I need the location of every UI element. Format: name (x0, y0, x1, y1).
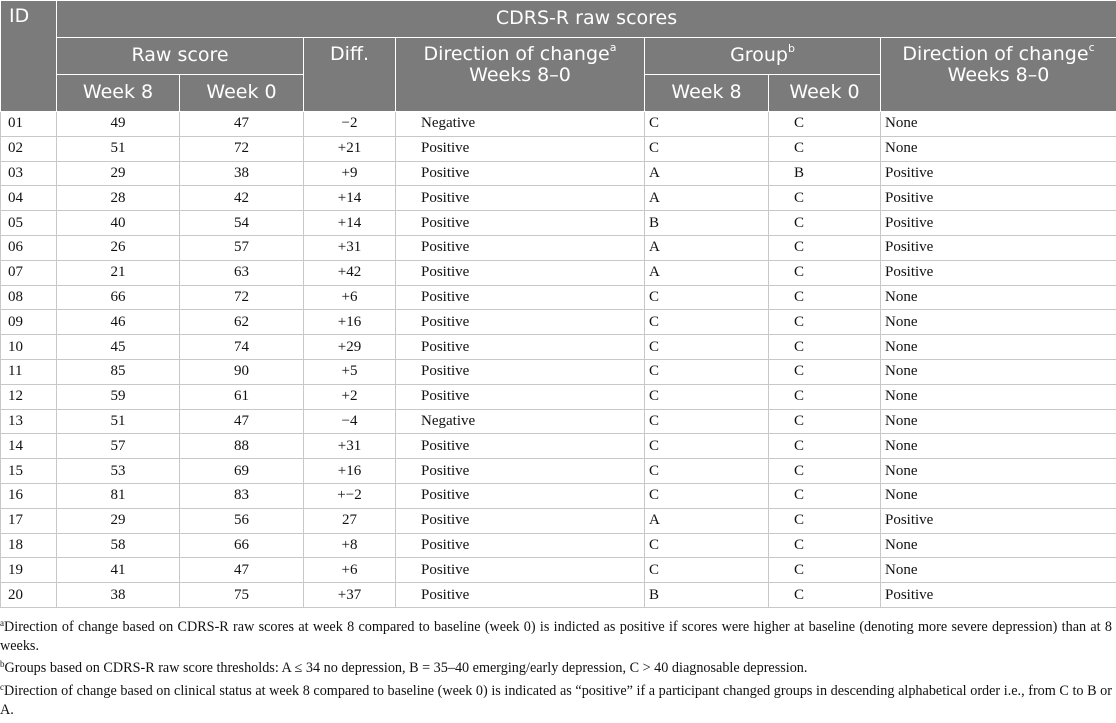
cell-direction-of-change: Positive (396, 459, 645, 484)
cell-raw-week8: 59 (57, 384, 180, 409)
cell-status-change: None (881, 112, 1116, 137)
cell-id: 15 (1, 459, 57, 484)
cell-group-week0: B (769, 161, 881, 186)
table-row (1, 483, 1116, 508)
footnote-marker: a (0, 618, 4, 628)
cell-diff: +21 (304, 136, 396, 161)
table-row (1, 211, 1116, 236)
cell-group-week8: C (645, 112, 769, 137)
cell-status-change: None (881, 409, 1116, 434)
cell-group-week0: C (769, 186, 881, 211)
cell-direction-of-change: Positive (396, 508, 645, 533)
footnote (0, 618, 1112, 656)
footnote-mark-c: c (1089, 41, 1095, 54)
cell-group-week0: C (769, 260, 881, 285)
header-raw-week0: Week 0 (180, 75, 304, 112)
cell-raw-week8: 21 (57, 260, 180, 285)
cell-diff: −2 (304, 112, 396, 137)
header-group-label: Group (730, 44, 788, 66)
cell-direction-of-change: Positive (396, 211, 645, 236)
cell-raw-week0: 66 (180, 533, 304, 558)
cell-group-week0: C (769, 434, 881, 459)
cell-id: 09 (1, 310, 57, 335)
footnote-marker: c (0, 682, 4, 692)
cell-status-change: None (881, 483, 1116, 508)
cell-group-week0: C (769, 384, 881, 409)
cell-group-week0: C (769, 533, 881, 558)
cell-status-change: None (881, 136, 1116, 161)
cell-id: 13 (1, 409, 57, 434)
cell-direction-of-change: Positive (396, 260, 645, 285)
cell-diff: +31 (304, 434, 396, 459)
cell-raw-week8: 41 (57, 558, 180, 583)
cell-group-week8: A (645, 186, 769, 211)
table-row (1, 112, 1116, 137)
cell-raw-week0: 63 (180, 260, 304, 285)
cell-raw-week8: 28 (57, 186, 180, 211)
cell-group-week0: C (769, 310, 881, 335)
cell-direction-of-change: Positive (396, 136, 645, 161)
cell-id: 17 (1, 508, 57, 533)
cell-raw-week0: 42 (180, 186, 304, 211)
cell-raw-week8: 29 (57, 508, 180, 533)
footnote-text: Direction of change based on CDRS-R raw scores at week 8 compared to baseline (week 0) is indicted as positive if scores were higher at baseline (denoting more severe depression) than at 8 weeks. (0, 619, 1112, 654)
cell-raw-week8: 51 (57, 409, 180, 434)
cell-status-change: None (881, 459, 1116, 484)
cell-status-change: None (881, 384, 1116, 409)
footnote-text: Direction of change based on clinical status at week 8 compared to baseline (week 0) is indicated as “positive” if a participant changed groups in descending alphabetical order i.e., from C to B or A. (0, 683, 1112, 718)
cell-diff: +6 (304, 558, 396, 583)
cell-raw-week8: 45 (57, 335, 180, 360)
cell-direction-of-change: Positive (396, 583, 645, 608)
header-direction-of-change-c (881, 38, 1116, 112)
cell-raw-week0: 47 (180, 558, 304, 583)
cell-status-change: Positive (881, 583, 1116, 608)
cell-raw-week8: 85 (57, 359, 180, 384)
cell-group-week0: C (769, 136, 881, 161)
cell-raw-week0: 75 (180, 583, 304, 608)
table-header (1, 1, 1116, 112)
cell-raw-week8: 46 (57, 310, 180, 335)
table-row (1, 136, 1116, 161)
cell-raw-week0: 72 (180, 285, 304, 310)
cell-raw-week8: 49 (57, 112, 180, 137)
cell-direction-of-change: Positive (396, 483, 645, 508)
cell-group-week8: C (645, 310, 769, 335)
cell-raw-week8: 51 (57, 136, 180, 161)
cell-diff: +−2 (304, 483, 396, 508)
cell-diff: 27 (304, 508, 396, 533)
cell-group-week8: C (645, 558, 769, 583)
cell-group-week8: C (645, 459, 769, 484)
cell-group-week8: A (645, 508, 769, 533)
cell-raw-week0: 47 (180, 112, 304, 137)
cell-diff: +8 (304, 533, 396, 558)
cell-group-week8: A (645, 235, 769, 260)
cell-id: 03 (1, 161, 57, 186)
cell-raw-week0: 57 (180, 235, 304, 260)
cell-direction-of-change: Positive (396, 161, 645, 186)
cell-group-week0: C (769, 359, 881, 384)
cell-diff: +9 (304, 161, 396, 186)
table-body (1, 112, 1116, 608)
cell-id: 04 (1, 186, 57, 211)
cell-group-week8: C (645, 434, 769, 459)
cell-diff: +37 (304, 583, 396, 608)
header-direction-of-change-a (396, 38, 645, 112)
cell-id: 10 (1, 335, 57, 360)
cell-raw-week0: 54 (180, 211, 304, 236)
table-row (1, 434, 1116, 459)
cell-id: 05 (1, 211, 57, 236)
cell-status-change: None (881, 558, 1116, 583)
cell-id: 02 (1, 136, 57, 161)
table-row (1, 384, 1116, 409)
table-row (1, 235, 1116, 260)
cell-raw-week0: 83 (180, 483, 304, 508)
cell-group-week0: C (769, 235, 881, 260)
cell-diff: +2 (304, 384, 396, 409)
header-direction-a-line2: Weeks 8–0 (469, 64, 571, 86)
cell-direction-of-change: Positive (396, 558, 645, 583)
header-group-week0: Week 0 (769, 75, 881, 112)
cell-group-week8: C (645, 533, 769, 558)
cell-raw-week0: 56 (180, 508, 304, 533)
cell-group-week8: C (645, 136, 769, 161)
cell-status-change: None (881, 285, 1116, 310)
table-row (1, 558, 1116, 583)
table-row (1, 310, 1116, 335)
cell-raw-week0: 62 (180, 310, 304, 335)
cell-raw-week8: 53 (57, 459, 180, 484)
cell-raw-week0: 90 (180, 359, 304, 384)
cell-direction-of-change: Positive (396, 285, 645, 310)
header-raw-score: Raw score (57, 38, 304, 75)
cell-direction-of-change: Positive (396, 434, 645, 459)
cell-status-change: Positive (881, 186, 1116, 211)
cell-group-week0: C (769, 558, 881, 583)
cell-direction-of-change: Positive (396, 310, 645, 335)
cell-status-change: Positive (881, 235, 1116, 260)
cell-id: 16 (1, 483, 57, 508)
cell-direction-of-change: Positive (396, 384, 645, 409)
cell-direction-of-change: Positive (396, 359, 645, 384)
cell-status-change: Positive (881, 211, 1116, 236)
cell-group-week8: C (645, 409, 769, 434)
cell-status-change: None (881, 310, 1116, 335)
cell-diff: +29 (304, 335, 396, 360)
cell-id: 06 (1, 235, 57, 260)
cell-group-week0: C (769, 483, 881, 508)
footnote (0, 682, 1112, 720)
header-cdrs-raw-scores: CDRS-R raw scores (57, 1, 1116, 38)
table-row (1, 533, 1116, 558)
cell-id: 20 (1, 583, 57, 608)
header-id: ID (1, 1, 57, 112)
cell-id: 01 (1, 112, 57, 137)
cell-group-week0: C (769, 112, 881, 137)
cell-direction-of-change: Positive (396, 335, 645, 360)
footnote (0, 659, 1112, 678)
cell-diff: +42 (304, 260, 396, 285)
cell-status-change: Positive (881, 260, 1116, 285)
cell-diff: +14 (304, 211, 396, 236)
cell-diff: +16 (304, 459, 396, 484)
cell-group-week0: C (769, 583, 881, 608)
table-row (1, 508, 1116, 533)
cell-direction-of-change: Positive (396, 235, 645, 260)
table-row (1, 359, 1116, 384)
cell-id: 12 (1, 384, 57, 409)
cell-direction-of-change: Negative (396, 409, 645, 434)
cell-raw-week0: 69 (180, 459, 304, 484)
table-row (1, 260, 1116, 285)
cell-id: 14 (1, 434, 57, 459)
cell-direction-of-change: Positive (396, 533, 645, 558)
cell-raw-week8: 81 (57, 483, 180, 508)
table-row (1, 335, 1116, 360)
cell-raw-week0: 88 (180, 434, 304, 459)
cell-direction-of-change: Positive (396, 186, 645, 211)
footnote-text: Groups based on CDRS-R raw score thresholds: A ≤ 34 no depression, B = 35–40 emerging/early depression, C > 40 diagnosable depression. (5, 660, 808, 676)
cell-raw-week8: 40 (57, 211, 180, 236)
cell-group-week0: C (769, 335, 881, 360)
cell-direction-of-change: Negative (396, 112, 645, 137)
cell-group-week8: A (645, 260, 769, 285)
cell-diff: +5 (304, 359, 396, 384)
cell-status-change: None (881, 359, 1116, 384)
cell-diff: −4 (304, 409, 396, 434)
cell-id: 08 (1, 285, 57, 310)
header-direction-c-line1: Direction of change (902, 43, 1088, 65)
cell-group-week8: B (645, 211, 769, 236)
cell-group-week0: C (769, 211, 881, 236)
cell-raw-week0: 74 (180, 335, 304, 360)
table-footnotes (0, 618, 1112, 723)
cell-raw-week8: 66 (57, 285, 180, 310)
cell-raw-week0: 61 (180, 384, 304, 409)
cell-id: 18 (1, 533, 57, 558)
header-direction-a-line1: Direction of change (424, 43, 610, 65)
cell-status-change: Positive (881, 161, 1116, 186)
cell-raw-week8: 26 (57, 235, 180, 260)
cell-group-week8: C (645, 285, 769, 310)
cell-status-change: None (881, 335, 1116, 360)
cell-raw-week8: 58 (57, 533, 180, 558)
cell-diff: +16 (304, 310, 396, 335)
cell-diff: +6 (304, 285, 396, 310)
table-row (1, 459, 1116, 484)
cell-status-change: None (881, 434, 1116, 459)
cell-group-week0: C (769, 459, 881, 484)
footnote-mark-a: a (610, 41, 617, 54)
cell-raw-week0: 38 (180, 161, 304, 186)
cell-raw-week8: 29 (57, 161, 180, 186)
table-row (1, 161, 1116, 186)
cell-raw-week8: 57 (57, 434, 180, 459)
cell-id: 19 (1, 558, 57, 583)
header-raw-week8: Week 8 (57, 75, 180, 112)
header-diff: Diff. (304, 38, 396, 112)
table-row (1, 186, 1116, 211)
cell-raw-week0: 47 (180, 409, 304, 434)
cell-raw-week8: 38 (57, 583, 180, 608)
header-group (645, 38, 881, 75)
cell-status-change: Positive (881, 508, 1116, 533)
table-row (1, 285, 1116, 310)
cell-id: 07 (1, 260, 57, 285)
footnote-marker: b (0, 659, 5, 669)
footnote-mark-b: b (788, 42, 795, 55)
header-group-week8: Week 8 (645, 75, 769, 112)
cell-raw-week0: 72 (180, 136, 304, 161)
table-row (1, 409, 1116, 434)
cell-group-week8: C (645, 384, 769, 409)
cell-group-week0: C (769, 285, 881, 310)
table-row (1, 583, 1116, 608)
cell-group-week8: C (645, 483, 769, 508)
cell-group-week8: C (645, 335, 769, 360)
cell-group-week8: B (645, 583, 769, 608)
cell-status-change: None (881, 533, 1116, 558)
cell-group-week0: C (769, 409, 881, 434)
cell-group-week0: C (769, 508, 881, 533)
cell-id: 11 (1, 359, 57, 384)
cell-diff: +14 (304, 186, 396, 211)
header-direction-c-line2: Weeks 8–0 (948, 64, 1050, 86)
cell-group-week8: C (645, 359, 769, 384)
cell-diff: +31 (304, 235, 396, 260)
cell-group-week8: A (645, 161, 769, 186)
